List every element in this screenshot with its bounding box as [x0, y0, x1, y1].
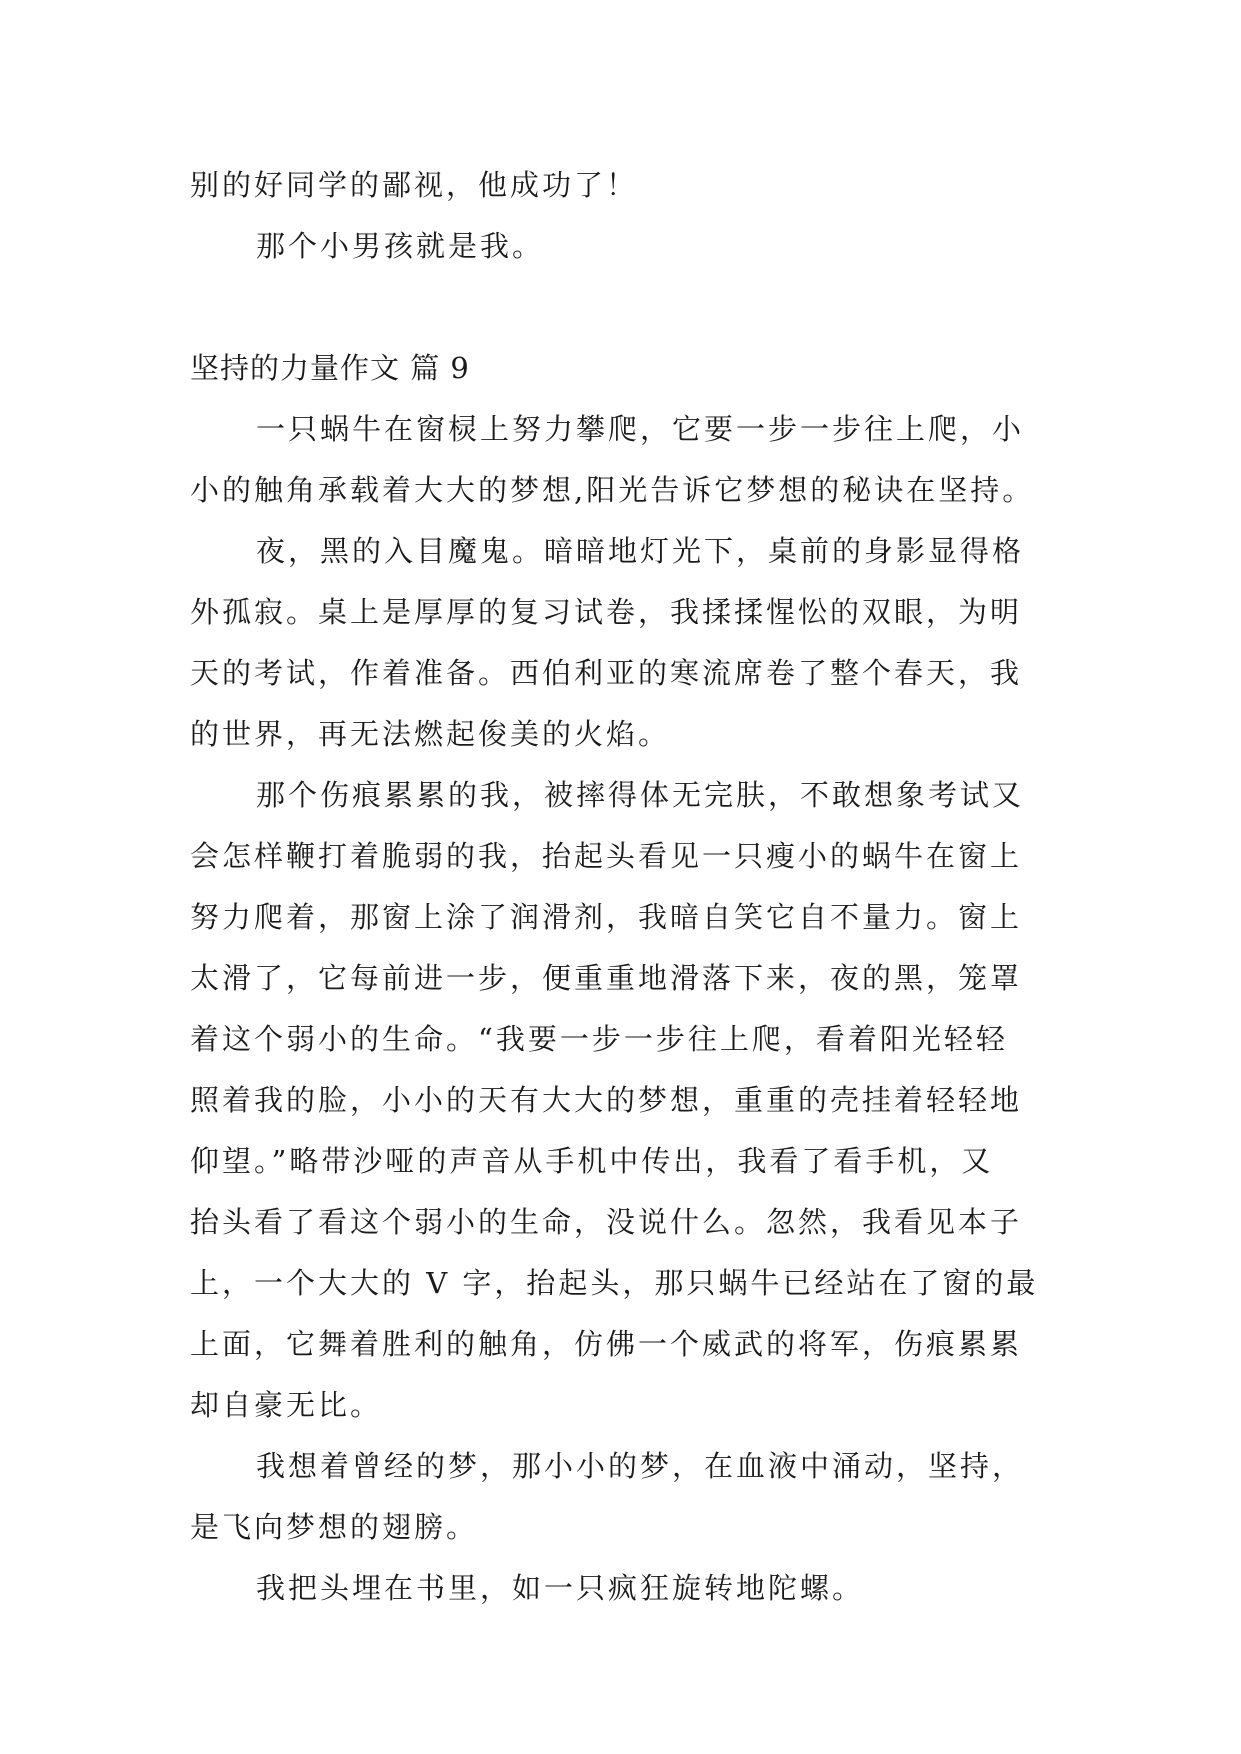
text-line: 的世界，再无法燃起俊美的火焰。 [190, 717, 671, 751]
paragraph [190, 1436, 1060, 1558]
text-line: 天的考试，作着准备。西伯利亚的寒流席卷了整个春天，我 [190, 656, 1023, 690]
text-line: 夜，黑的入目魔鬼。暗暗地灯光下，桌前的身影显得格 [256, 534, 1025, 568]
text-line: 会怎样鞭打着脆弱的我，抬起头看见一只瘦小的蜗牛在窗上 [190, 839, 1023, 873]
paragraph [190, 1558, 1060, 1619]
section-title: 坚持的力量作文 篇 9 [190, 351, 470, 385]
text-line: 照着我的脸，小小的天有大大的梦想，重重的壳挂着轻轻地 [190, 1083, 1023, 1117]
paragraph [190, 765, 1060, 1436]
paragraph [190, 399, 1060, 521]
text-line: 却自豪无比。 [190, 1388, 383, 1422]
text-line: 仰望。”略带沙哑的声音从手机中传出，我看了看手机，又 [190, 1144, 994, 1178]
text-line: 太滑了，它每前进一步，便重重地滑落下来，夜的黑，笼罩 [190, 961, 1023, 995]
text-line: 是飞向梦想的翅膀。 [190, 1510, 479, 1544]
text-line: 上面，它舞着胜利的触角，仿佛一个威武的将军，伤痕累累 [190, 1327, 1023, 1361]
text-line: 着这个弱小的生命。“我要一步一步往上爬，看着阳光轻轻 [190, 1022, 1008, 1056]
text-line: 我把头埋在书里，如一只疯狂旋转地陀螺。 [256, 1571, 865, 1605]
text-line: 别的好同学的鄙视，他成功了！ [190, 168, 639, 202]
text-line: 那个伤痕累累的我，被摔得体无完肤，不敢想象考试又 [256, 778, 1025, 812]
text-line: 我想着曾经的梦，那小小的梦，在血液中涌动，坚持， [256, 1449, 1025, 1483]
text-line: 那个小男孩就是我。 [256, 229, 545, 263]
text-line: 努力爬着，那窗上涂了润滑剂，我暗自笑它自不量力。窗上 [190, 900, 1023, 934]
text-line: 一只蜗牛在窗棂上努力攀爬，它要一步一步往上爬，小 [256, 412, 1025, 446]
text-line: 上，一个大大的 V 字，抬起头，那只蜗牛已经站在了窗的最 [190, 1266, 1039, 1300]
text-line: 抬头看了看这个弱小的生命，没说什么。忽然，我看见本子 [190, 1205, 1023, 1239]
text-line: 外孤寂。桌上是厚厚的复习试卷，我揉揉惺忪的双眼，为明 [190, 595, 1023, 629]
paragraph [190, 521, 1060, 765]
document-body [190, 155, 1060, 1619]
text-line: 小的触角承载着大大的梦想,阳光告诉它梦想的秘诀在坚持。 [190, 473, 1035, 507]
